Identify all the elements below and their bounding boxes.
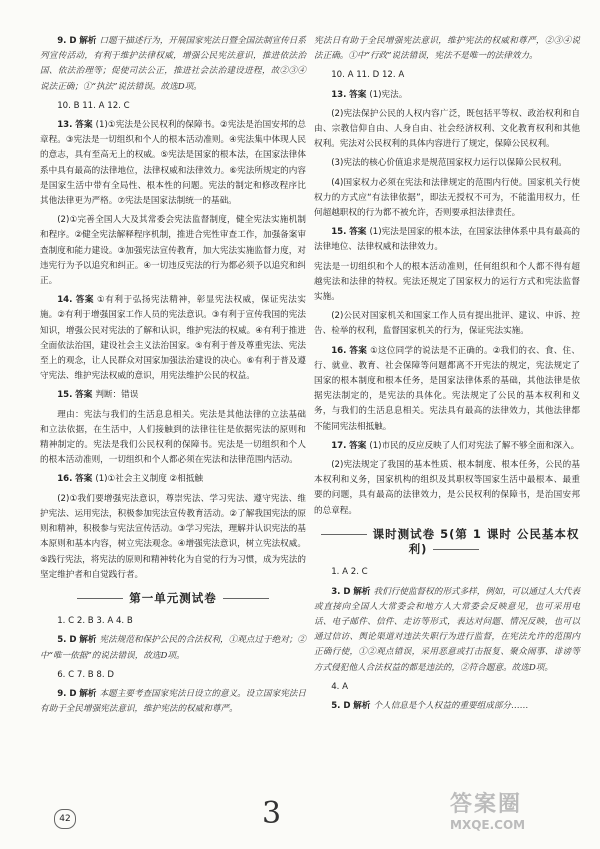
- answer-text: ①有利于弘扬宪法精神，彰显宪法权威，保证宪法实施。②有利于增强国家工作人员的宪法意识。③有利于宣传我国的宪法知识，增强公民对宪法的了解和认识，维护宪法的权威。④有利于推进全面依法治国，建设社会主义法治国家。⑤有利于普及尊重宪法、宪法至上的观念，让人民群众对国家加强法治建设的决心。⑥有利于普及遵守宪法、维护宪法权威的意识，用宪法维护公民的权益。: [40, 295, 306, 382]
- answer-paragraph-s1: [40, 614, 306, 629]
- answer-text: 口题干描述行为，开展国家宪法日暨全国法制宣传日系列宣传活动，有利于维护法律权威，增强公民宪法意识，推进依法治国、依法治理等；促使司法公正，推进社会法治建设进程，故②③④说法正确；①“执法”说法错误。故选D项。: [40, 36, 306, 92]
- answer-tag: 答案: [75, 390, 93, 401]
- answer-paragraph-q13b: [40, 213, 306, 289]
- answer-text: 宪法是一切组织和个人的根本活动准则，任何组织和个人都不得有超越宪法和法律的特权。宪法还规定了国家权力的运行方式和宪法监督实施。: [314, 261, 580, 303]
- watermark-logo: [450, 787, 570, 835]
- answer-paragraph-r15c: [314, 309, 580, 339]
- answer-tag: 答案: [349, 345, 368, 356]
- answer-text: (4)国家权力必须在宪法和法律规定的范围内行使。国家机关行使权力的方式应“有法律依据”，即法无授权不可为，不能滥用权力，任何超越职权的行为都不被允许，否则要承担法律责任。: [314, 177, 580, 219]
- answer-paragraph-q13a: [40, 118, 306, 209]
- answer-text: (2)①我们要增强宪法意识，尊崇宪法、学习宪法、遵守宪法、维护宪法、运用宪法，积极参加宪法宣传教育活动。②了解我国宪法的原则和精神，积极参与宪法宣传活动。③学习宪法，理解并认识宪法的基本原则和基本内容，树立宪法观念。④增强宪法意识，树立宪法权威。⑤践行宪法，将宪法的原则和精神转化为自觉的行为习惯，成为宪法的坚定维护者和自觉践行者。: [40, 493, 306, 580]
- answer-paragraph-t1: [314, 565, 580, 580]
- answer-paragraph-r10: [314, 68, 580, 83]
- answer-tag: 答案: [75, 474, 93, 485]
- answer-tag: 解析: [353, 700, 371, 711]
- answer-text: ①这位同学的说法是不正确的。②我们的衣、食、住、行、就业、教育、社会保障等问题都离不开宪法的规定，宪法规定了国家的根本制度和根本任务，是国家法律体系的基础，其他法律是依据宪法制定的，是宪法的具体化。宪法规定了公民的基本权利和义务，与我们的生活息息相关。宪法具有最高的法律效力，其他法律都不能同宪法相抵触。: [314, 345, 580, 432]
- answer-text: 4. A: [331, 681, 348, 692]
- answer-paragraph-s5: [40, 633, 306, 663]
- answer-tag: 解析: [79, 36, 97, 46]
- answer-paragraph-r16: [314, 344, 580, 435]
- section-divider: [77, 598, 123, 599]
- answer-text: (1)①社会主义制度 ②相抵触: [95, 474, 204, 485]
- question-number: 13.: [331, 89, 347, 100]
- answer-tag: 答案: [75, 120, 93, 131]
- answer-paragraph-r15: [314, 225, 580, 255]
- answer-paragraph-r9c: [314, 34, 580, 64]
- answer-text: 1. C 2. B 3. A 4. B: [57, 616, 133, 627]
- answer-text: (2)公民对国家机关和国家工作人员有提出批评、建议、申诉、控告、检举的权利，监督国家机关的行为，保证宪法实施。: [314, 311, 580, 337]
- answer-text: 1. A 2. C: [331, 567, 368, 578]
- answer-text: 理由：宪法与我们的生活息息相关。宪法是其他法律的立法基础和立法依据，在生活中，人们接触到的法律往往是依据宪法的原则和精神制定的。宪法是我们公民权利的保障书。宪法是一切组织和个人的根本活动准则，一切组织和个人都必须在宪法和法律范围内活动。: [40, 409, 306, 466]
- answer-tag: 答案: [349, 227, 367, 238]
- answer-paragraph-r17b: [314, 458, 580, 519]
- answer-text: (2)宪法保护公民的人权内容广泛，既包括平等权、政治权利和自由、宗教信仰自由、人身自由、社会经济权利、文化教育权利和其他权利。宪法对公民权利的具体内容进行了规定，保障公民权利。: [314, 108, 580, 150]
- answer-text: 10. B 11. A 12. C: [57, 100, 130, 111]
- handwritten-page-mark: 3: [262, 796, 282, 831]
- answer-paragraph-q15: [40, 388, 306, 403]
- watermark-url: MXQE.COM: [450, 818, 526, 832]
- section-divider: [321, 534, 367, 535]
- answer-tag: 解析: [353, 586, 371, 597]
- answer-text: 我们行使监督权的形式多样，例如，可以通过人大代表或直接向全国人大常委会和地方人大常委会反映意见，也可采用电话、电子邮件、信件、走访等形式，表达对问题、情况反映，也可以通过信访、舆论渠道对违法失职行为进行监督，在宪法允许的范围内正确行使，①②观点错误，采用恶意或打击报复、聚众闹事、诽谤等方式侵犯他人合法权益的都是违法的，②符合题意。故选D项。: [314, 586, 580, 673]
- question-number: 9. D: [57, 36, 77, 46]
- answer-paragraph-r15b: [314, 260, 580, 306]
- answer-paragraph-r13d: [314, 176, 580, 222]
- answer-text: 6. C 7. B 8. D: [57, 669, 114, 680]
- answer-paragraph-t5: [314, 699, 580, 714]
- answer-text: (2)①完善全国人大及其常委会宪法监督制度，健全宪法实施机制和程序。②健全宪法解释程序机制，推进合宪性审查工作，加强备案审查制度和能力建设。③加强宪法宣传教育，加大宪法实施监督力度，对违宪行为予以追究和纠正。④一切违反宪法的行为都必须予以追究和纠正。: [40, 215, 306, 287]
- answer-paragraph-r13a: [314, 88, 580, 103]
- answer-paragraph-s6: [40, 668, 306, 683]
- answer-text: 本题主要考查国家宪法日设立的意义。设立国家宪法日有助于全民增强宪法意识，维护宪法的权威和尊严。: [40, 688, 306, 715]
- question-number: 16.: [57, 474, 73, 485]
- answer-text: 宪法日有助于全民增强宪法意识，维护宪法的权威和尊严，②③④说法正确。①中“行政”说法错误，宪法不是唯一的法律效力。: [314, 36, 580, 62]
- answer-text: (3)宪法的核心价值追求是规范国家权力运行以保障公民权利。: [331, 158, 567, 169]
- section-title-text: 第一单元测试卷: [129, 590, 217, 605]
- watermark-text: 答案圈: [450, 792, 523, 817]
- answer-paragraph-q10: [40, 99, 306, 114]
- answer-tag: 答案: [75, 295, 95, 306]
- question-number: 16.: [331, 345, 347, 356]
- answer-paragraph-r13b: [314, 107, 580, 153]
- answer-paragraph-q14: [40, 293, 306, 384]
- answer-text: 10. A 11. D 12. A: [331, 70, 405, 81]
- answer-text: 判断：错误: [95, 390, 139, 401]
- answer-paragraph-t3: [314, 585, 580, 676]
- section-divider: [223, 598, 269, 599]
- answer-paragraph-r13c: [314, 156, 580, 171]
- right-column: [314, 34, 580, 718]
- answer-tag: 答案: [349, 89, 367, 100]
- answer-tag: 解析: [79, 635, 97, 646]
- question-number: 15.: [331, 227, 347, 238]
- answer-paragraph-q16b: [40, 492, 306, 583]
- question-number: 9. D: [57, 688, 77, 699]
- question-number: 14.: [57, 295, 73, 306]
- answer-paragraph-r17: [314, 439, 580, 454]
- page-number: 42: [54, 809, 76, 829]
- answer-text: (1)宪法是国家的根本法，在国家法律体系中具有最高的法律地位、法律权威和法律效力。: [314, 227, 580, 253]
- answer-text: 宪法规范和保护公民的合法权利，①观点过于绝对；②中“唯一依据”的说法错误，故选D项。: [40, 635, 306, 661]
- question-number: 15.: [57, 390, 73, 401]
- question-number: 5. D: [57, 635, 77, 646]
- question-number: 5. D: [331, 700, 351, 711]
- section-title-section1: [40, 591, 306, 606]
- answer-text: (1)①宪法是公民权利的保障书。②宪法是治国安邦的总章程。③宪法是一切组织和个人的根本活动准则。④宪法集中体现人民的意志，具有至高无上的权威。⑤宪法是国家的根本法，在国家法律体系中具有最高的法律地位，法律权威和法律效力。⑥宪法所规定的内容是国家生活中带有全局性、根本性的问题。宪法的制定和修改程序比其他法律更为严格。⑦宪法是国家法制统一的基础。: [40, 120, 306, 207]
- answer-text: (1)宪法。: [369, 89, 408, 100]
- section-title-section2: [314, 527, 580, 557]
- section-divider: [433, 549, 479, 550]
- question-number: 17.: [331, 440, 347, 451]
- answer-text: (1)市民的反应反映了人们对宪法了解不够全面和深入。: [369, 440, 580, 451]
- answer-tag: 解析: [79, 688, 97, 699]
- answer-paragraph-q9: [40, 34, 306, 95]
- question-number: 3. D: [331, 586, 351, 597]
- answer-paragraph-q15b: [40, 408, 306, 469]
- left-column: [40, 34, 306, 721]
- answer-paragraph-s9: [40, 687, 306, 717]
- question-number: 13.: [57, 120, 73, 131]
- answer-text: (2)宪法规定了我国的基本性质、根本制度、根本任务，公民的基本权利和义务，国家机构的组织及其职权等国家生活中最根本、最重要的问题，具有最高的法律效力，是公民权利的保障书，是治国安邦的总章程。: [314, 460, 580, 516]
- answer-paragraph-q16a: [40, 472, 306, 487]
- answer-paragraph-t4: [314, 680, 580, 695]
- answer-tag: 答案: [349, 440, 367, 451]
- answer-text: 个人信息是个人权益的重要组成部分……: [373, 700, 529, 711]
- section-title-text: 课时测试卷 5(第 1 课时 公民基本权利): [372, 526, 580, 557]
